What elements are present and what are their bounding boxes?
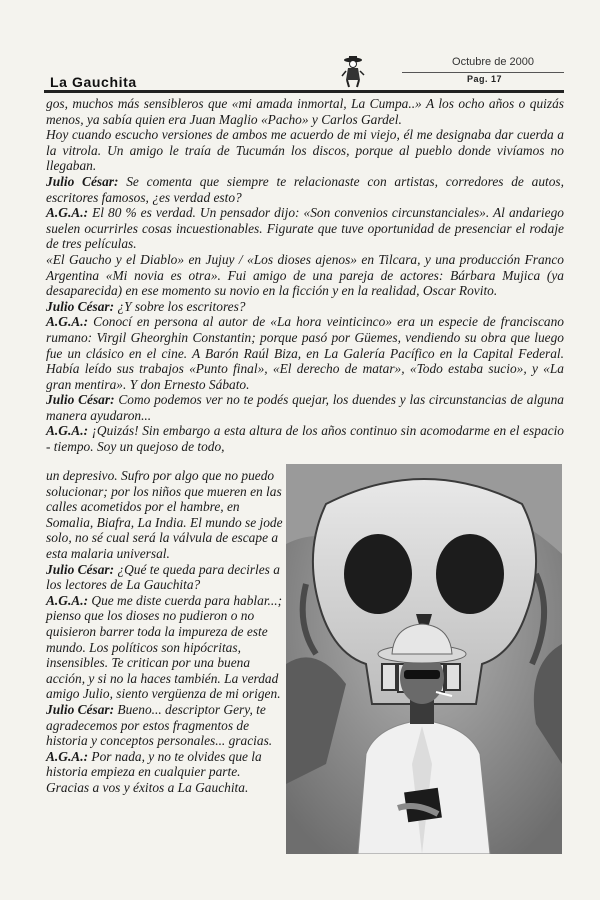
header-rule	[402, 72, 564, 73]
speaker: A.G.A.:	[46, 423, 89, 439]
paragraph	[46, 299, 564, 315]
paragraph-text: El 80 % es verdad. Un pensador dijo: «Son convenios circunstanciales». Al andariego suelen ocurrirles cosas incuestionables. Figurate que tuve oportunidad de presenciar el rodaje de tres películas.	[46, 205, 564, 252]
publication-title: La Gauchita	[50, 74, 137, 90]
paragraph-text: Bueno... descriptor Gery, te agradecemos por estos fragmentos de historia y conceptos personales... gracias.	[46, 701, 273, 749]
speaker: Julio César:	[46, 701, 115, 717]
paragraph	[46, 392, 564, 423]
paragraph-text: Hoy cuando escucho versiones de ambos me acuerdo de mi viejo, él me designaba dar cuerda a la vitrola. Un amigo le traía de Tucumán los discos, porque al pueblo donde vivíamos no llegaban.	[46, 127, 564, 174]
paragraph	[46, 749, 284, 796]
paragraph	[46, 314, 564, 392]
paragraph-text: un depresivo. Sufro por algo que no puedo solucionar; por los niños que mueren en las calles acometidos por el hambre, en Somalia, Biafra, La India. El mundo se jode solo, no sé cual será la válvula de escape a esta malaria universal.	[46, 468, 283, 561]
speaker: Julio César:	[46, 173, 119, 189]
speaker: A.G.A.:	[46, 592, 89, 608]
header-bar	[44, 90, 564, 93]
paragraph-text: gos, muchos más sensibleros que «mi amada inmortal, La Cumpa..» A los ocho años o quizás menos, ya sabía quien era Juan Maglio «Pacho» y Carlos Gardel.	[46, 96, 564, 127]
speaker: A.G.A.:	[46, 205, 89, 221]
paragraph	[46, 423, 564, 454]
page-header	[44, 52, 564, 94]
gaucho-mascot-icon	[340, 54, 366, 88]
paragraph-text: ¿Qué te queda para decirles a los lectores de La Gauchita?	[46, 561, 280, 593]
paragraph	[46, 593, 284, 702]
interview-text	[46, 96, 564, 455]
speaker: Julio César:	[46, 298, 115, 314]
paragraph-text: Se comenta que siempre te relacionaste con artistas, corredores de autos, escritores famosos, ¿es verdad esto?	[46, 173, 564, 205]
page-label: Pag.	[466, 74, 488, 84]
speaker: A.G.A.:	[46, 748, 89, 764]
speaker: A.G.A.:	[46, 314, 89, 330]
speaker: Julio César:	[46, 392, 115, 408]
paragraph	[46, 468, 284, 562]
issue-date: Octubre de 2000	[452, 56, 534, 68]
paragraph	[46, 252, 564, 299]
paragraph	[46, 96, 564, 127]
paragraph-text: Conocí en persona al autor de «La hora veinticinco» era un especie de franciscano rumano: Virgil Gheorghin Constantin; porque pasó por Güemes, vendiendo su obra que luego fue un clásico en el cine. A Barón Raúl Biza, en La Galería Pacífico en la Capital Federal. Había leído sus trabajos «Punto final», «El derecho de matar», «Todo estaba sucio», y «La gran mentira». Y don Ernesto Sábato.	[46, 314, 564, 392]
paragraph-text: ¿Y sobre los escritores?	[114, 298, 246, 314]
paragraph-text: «El Gaucho y el Diablo» en Jujuy / «Los dioses ajenos» en Tilcara, y una producción Franco Argentina «Mi novia es otra». Fui amigo de una pareja de actores: Bárbara Mujica (ya desaparecida) en ese momento su novio en la ficción y en la realidad, Oscar Rovito.	[46, 251, 564, 299]
speaker: Julio César:	[46, 561, 115, 577]
paragraph	[46, 702, 284, 749]
page-number-value: 17	[490, 74, 502, 84]
paragraph-text: Por nada, y no te olvides que la historia empieza en cualquier parte. Gracias a vos y éxitos a La Gauchita.	[46, 748, 262, 795]
paragraph	[46, 562, 284, 593]
paragraph-text: Que me diste cuerda para hablar...; pienso que los dioses no pudieron o no quisieron barrer toda la impureza de este mundo. Los políticos son hipócritas, insensibles. Te critican por una buena acción, y si no la haces también. La verdad amigo Julio, siento vergüenza de mi origen.	[46, 592, 283, 702]
page-number	[467, 74, 502, 84]
paragraph-text: Como podemos ver no te podés quejar, los duendes y las circunstancias de alguna manera ayudaron...	[46, 392, 564, 423]
paragraph-text: ¡Quizás! Sin embargo a esta altura de los años continuo sin acomodarme en el espacio - tiempo. Soy un quejoso de todo,	[46, 423, 564, 455]
portrait-illustration	[286, 464, 562, 854]
interview-text-column	[46, 468, 284, 795]
paragraph	[46, 205, 564, 252]
paragraph	[46, 174, 564, 205]
interview-photo	[286, 464, 562, 854]
paragraph	[46, 127, 564, 174]
